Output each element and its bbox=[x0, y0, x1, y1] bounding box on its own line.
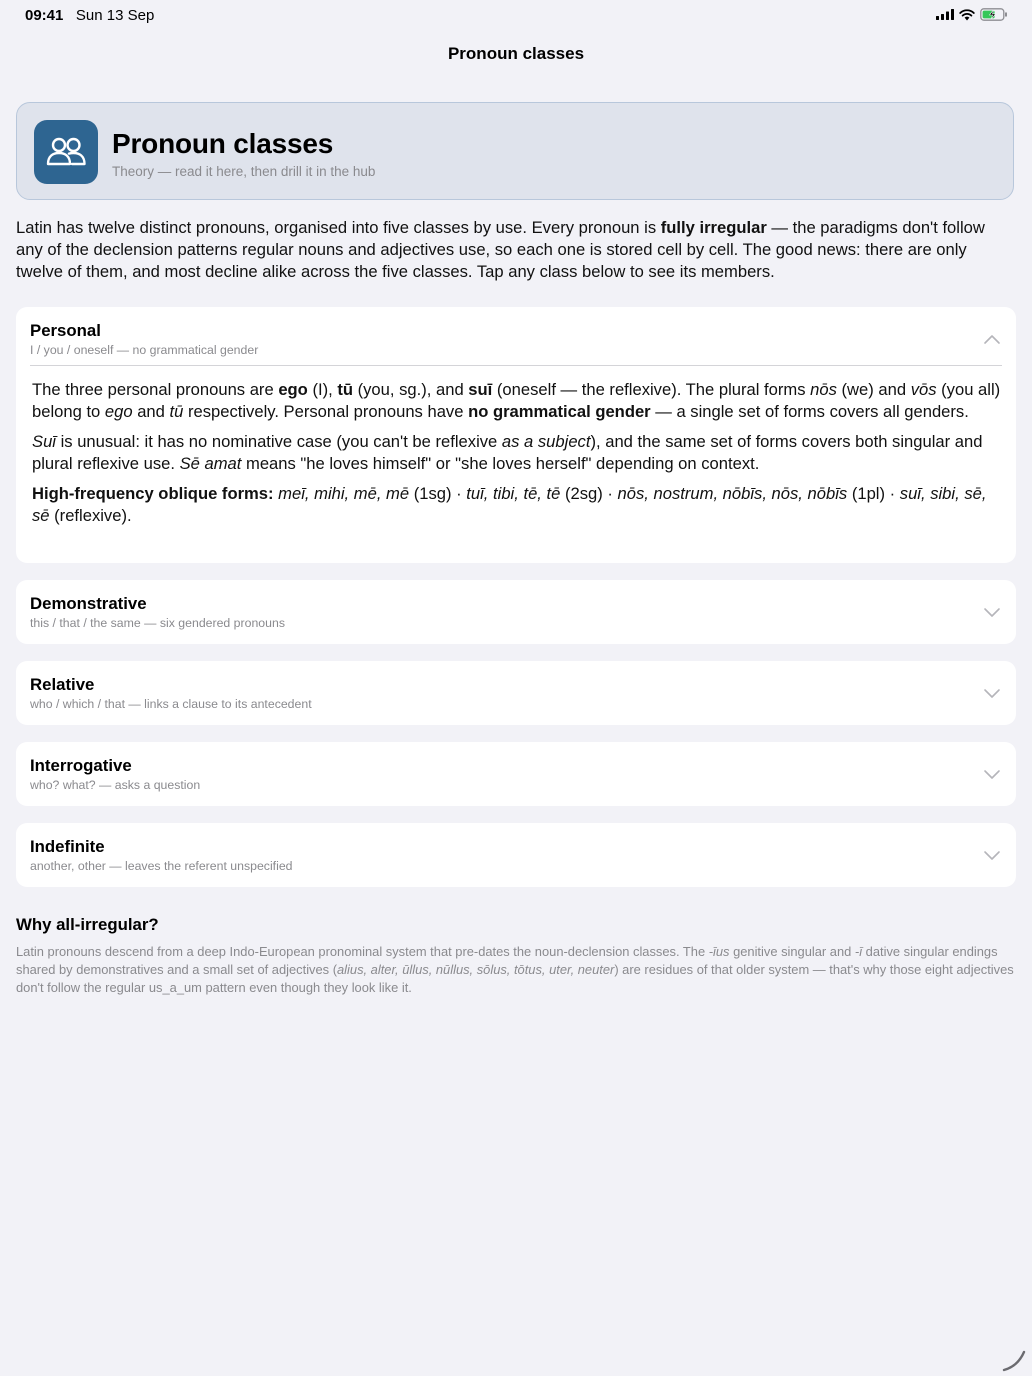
chevron-down-icon[interactable] bbox=[983, 768, 1001, 780]
section-title: Personal bbox=[30, 321, 101, 340]
section-subtitle: who / which / that — links a clause to its antecedent bbox=[30, 697, 312, 711]
cellular-signal-icon bbox=[936, 9, 954, 20]
hero-title: Pronoun classes bbox=[112, 128, 334, 159]
why-heading: Why all-irregular? bbox=[16, 915, 159, 934]
status-icons bbox=[936, 8, 1008, 21]
section-personal bbox=[16, 307, 1016, 563]
section-title: Indefinite bbox=[30, 837, 105, 856]
section-subtitle: who? what? — asks a question bbox=[30, 778, 201, 792]
chevron-down-icon[interactable] bbox=[983, 849, 1001, 861]
section-title: Demonstrative bbox=[30, 594, 147, 613]
section-demonstrative[interactable] bbox=[16, 580, 1016, 644]
navigation-title: Pronoun classes bbox=[447, 44, 585, 63]
chevron-up-icon[interactable] bbox=[983, 333, 1001, 345]
battery-charging-icon bbox=[980, 8, 1008, 21]
hero-icon-tile bbox=[34, 120, 98, 184]
wifi-icon bbox=[959, 9, 975, 21]
status-clock: 09:41 Sun 13 Sep bbox=[25, 7, 155, 24]
why-paragraph: Latin pronouns descend from a deep Indo-European pronominal system that pre-dates the noun-declension classes. The -īus genitive singular and -ī dative singular endings shared by demonstratives and a small set of adjectives (alius, alter, ūllus, nūllus, sōlus, tōtus, uter, neuter) are residues of that older system — that's why those eight adjectives don't follow the regular us_a_um pattern even though they look like it. bbox=[16, 944, 1014, 995]
status-bar bbox=[0, 0, 1032, 32]
section-divider bbox=[30, 365, 1002, 366]
scroll-corner-indicator bbox=[1002, 1346, 1028, 1372]
hero-subtitle: Theory — read it here, then drill it in the hub bbox=[112, 164, 376, 179]
section-subtitle: this / that / the same — six gendered pronouns bbox=[30, 616, 285, 630]
section-indefinite[interactable] bbox=[16, 823, 1016, 887]
section-interrogative[interactable] bbox=[16, 742, 1016, 806]
personal-paragraph-3: High-frequency oblique forms: meī, mihi, mē, mē (1sg) · tuī, tibi, tē, tē (2sg) · nōs, nostrum, nōbīs, nōs, nōbīs (1pl) · suī, sibi, sē, sē (reflexive). bbox=[32, 484, 987, 525]
section-personal-body bbox=[32, 379, 1002, 535]
chevron-down-icon[interactable] bbox=[983, 606, 1001, 618]
people-icon bbox=[45, 135, 87, 169]
section-relative[interactable] bbox=[16, 661, 1016, 725]
section-title: Interrogative bbox=[30, 756, 132, 775]
intro-paragraph: Latin has twelve distinct pronouns, organised into five classes by use. Every pronoun is fully irregular — the paradigms don't follow any of the declension patterns regular nouns and adjectives use, so each one is stored cell by cell. The good news: there are only twelve of them, and most decline alike across the five classes. Tap any class below to see its members. bbox=[16, 218, 985, 281]
section-title: Relative bbox=[30, 675, 95, 694]
hero-card bbox=[16, 102, 1014, 200]
section-personal-header[interactable] bbox=[16, 307, 1016, 365]
personal-paragraph-1: The three personal pronouns are ego (I), tū (you, sg.), and suī (oneself — the reflexive). The plural forms nōs (we) and vōs (you all) belong to ego and tū respectively. Personal pronouns have no grammatical gender — a single set of forms covers all genders. bbox=[32, 380, 1001, 421]
section-subtitle: I / you / oneself — no grammatical gender bbox=[30, 343, 259, 357]
chevron-down-icon[interactable] bbox=[983, 687, 1001, 699]
section-subtitle: another, other — leaves the referent unspecified bbox=[30, 859, 293, 873]
personal-paragraph-2: Suī is unusual: it has no nominative case (you can't be reflexive as a subject), and the same set of forms covers both singular and plural reflexive use. Sē amat means "he loves himself" or "she loves herself" depending on context. bbox=[32, 432, 983, 473]
